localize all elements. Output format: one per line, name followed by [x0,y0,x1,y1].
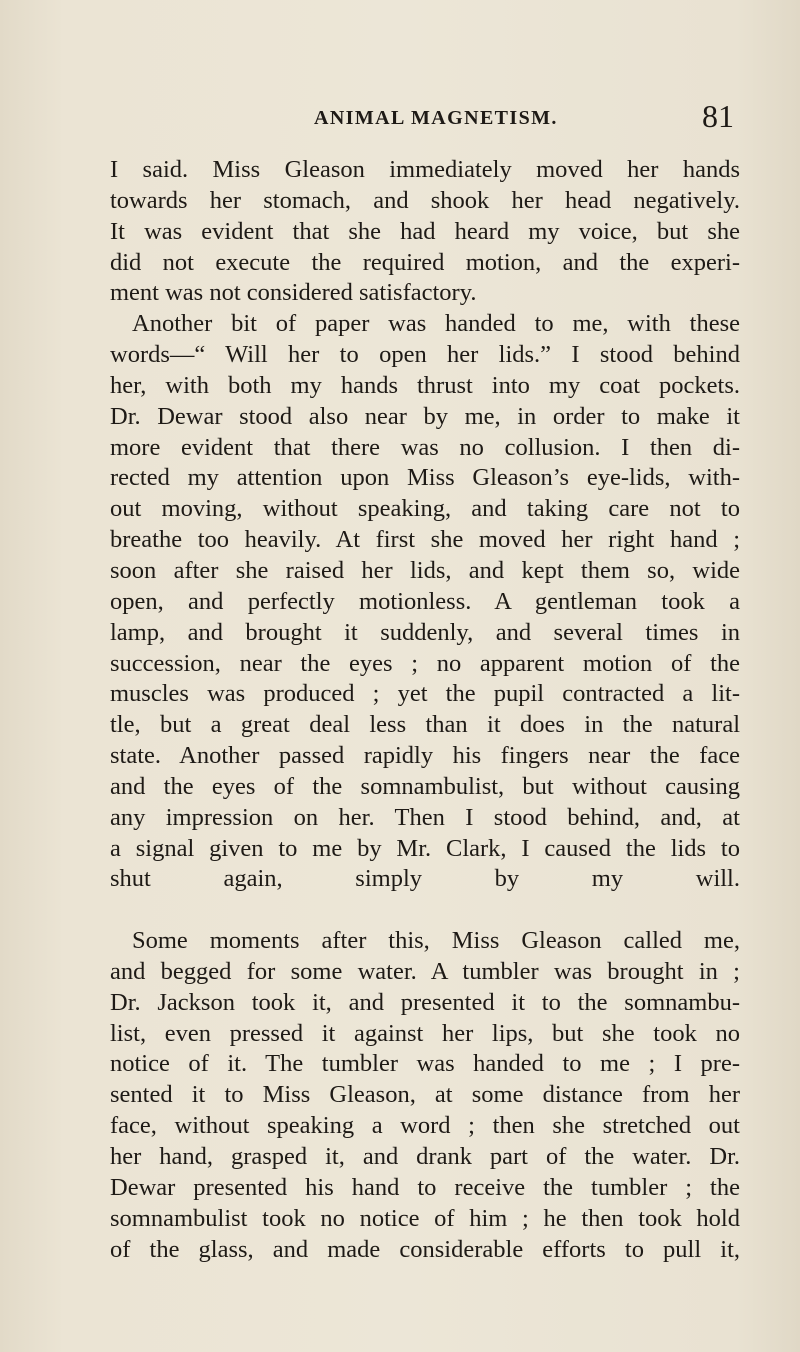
text-line: succession, near the eyes ; no apparent motion of the [110,649,740,677]
text-line: Dr. Dewar stood also near by me, in order to make it [110,402,740,430]
text-line: out moving, without speaking, and taking care not to [110,495,740,523]
text-line: somnambulist took no notice of him ; he then took hold [110,1204,740,1232]
text-line: any impression on her. Then I stood behind, and, at [110,803,740,831]
text-line: rected my attention upon Miss Gleason’s eye-lids, with- [110,464,740,492]
text-line: Another bit of paper was handed to me, with these [132,310,740,338]
text-line: ment was not considered satisfactory. [110,279,477,307]
text-line: Dewar presented his hand to receive the tumbler ; the [110,1173,740,1201]
text-line [110,895,740,926]
text-line: open, and perfectly motionless. A gentleman took a [110,587,740,615]
body-text [110,155,740,1265]
text-line: words—“ Will her to open her lids.” I stood behind [110,341,740,369]
text-line: tle, but a great deal less than it does in the natural [110,711,740,739]
text-line: notice of it. The tumbler was handed to me ; I pre- [110,1050,740,1078]
text-line: muscles was produced ; yet the pupil contracted a lit- [110,680,740,708]
text-line: shut again, simply by my will. [110,865,740,893]
text-line: Some moments after this, Miss Gleason called me, [132,927,740,955]
text-line: Dr. Jackson took it, and presented it to the somnambu- [110,988,740,1016]
text-line: state. Another passed rapidly his fingers near the face [110,742,740,770]
text-line: lamp, and brought it suddenly, and several times in [110,618,740,646]
running-title: ANIMAL MAGNETISM. [314,107,558,129]
text-line: soon after she raised her lids, and kept them so, wide [110,556,740,584]
running-head [0,100,800,136]
text-line: and begged for some water. A tumbler was brought in ; [110,957,740,985]
paragraph [110,155,740,309]
text-line: did not execute the required motion, and the experi- [110,248,740,276]
text-line: face, without speaking a word ; then she stretched out [110,1112,740,1140]
text-line: It was evident that she had heard my voice, but she [110,217,740,245]
text-line: a signal given to me by Mr. Clark, I caused the lids to [110,834,740,862]
text-line: towards her stomach, and shook her head negatively. [110,186,740,214]
text-line: and the eyes of the somnambulist, but without causing [110,772,740,800]
text-line: more evident that there was no collusion. I then di- [110,433,740,461]
text-line: list, even pressed it against her lips, but she took no [110,1019,740,1047]
paragraph [110,309,740,926]
text-line: breathe too heavily. At first she moved her right hand ; [110,526,740,554]
text-line: of the glass, and made considerable efforts to pull it, [110,1235,740,1263]
text-line: her hand, grasped it, and drank part of the water. Dr. [110,1143,740,1170]
page-number: 81 [702,98,734,134]
text-line: her, with both my hands thrust into my coat pockets. [110,371,740,399]
text-line: I said. Miss Gleason immediately moved her hands [110,156,740,183]
text-line: sented it to Miss Gleason, at some distance from her [110,1081,740,1109]
paragraph [110,926,740,1265]
